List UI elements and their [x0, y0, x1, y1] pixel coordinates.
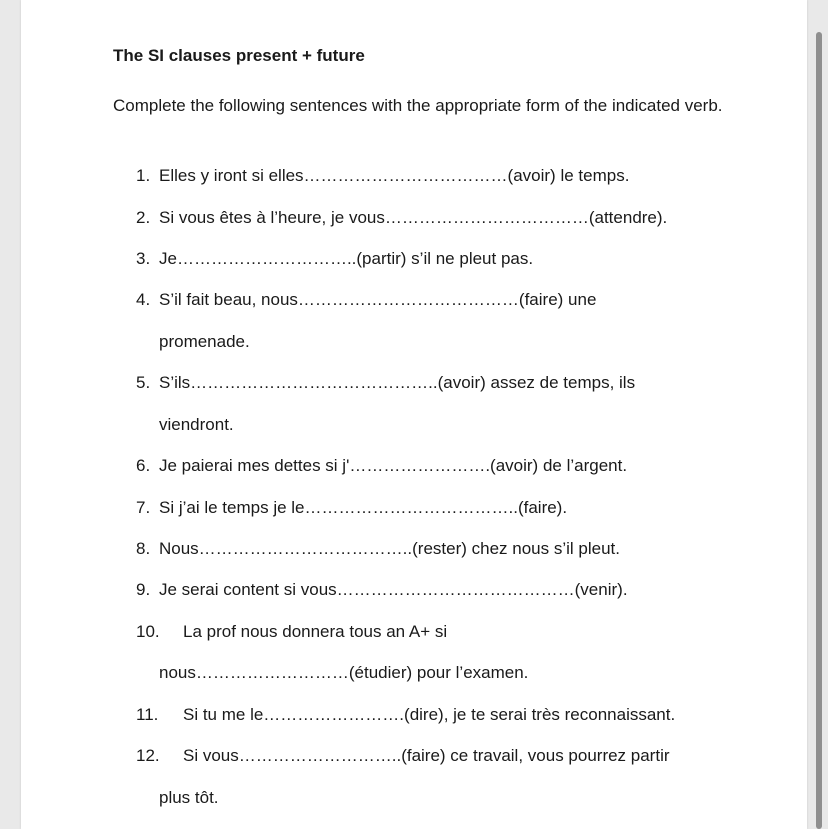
item-number: 10.: [136, 622, 160, 641]
item-number: 3.: [136, 249, 151, 268]
sentence-line: Je serai content si vous……………………………………(venir).: [159, 580, 628, 599]
sentence-line: La prof nous donnera tous an A+ si: [183, 622, 448, 641]
sentence-line: Si j’ai le temps je le………………………………..(faire).: [159, 498, 568, 517]
sentence-line: Si vous êtes à l’heure, je vous………………………………(attendre).: [159, 208, 668, 227]
sentence-line: S’il fait beau, nous…………………………………(faire) une: [159, 290, 597, 309]
sentence-line: Elles y iront si elles………………………………(avoir) le temps.: [159, 166, 630, 185]
sentence-line: promenade.: [159, 332, 250, 351]
item-number: 12.: [136, 746, 160, 765]
instructions-text: Complete the following sentences with the appropriate form of the indicated verb.: [113, 96, 723, 115]
item-number: 5.: [136, 373, 151, 392]
item-number: 11.: [136, 705, 159, 724]
item-number: 7.: [136, 498, 151, 517]
sentence-line: Je paierai mes dettes si j'…………………….(avoir) de l’argent.: [159, 456, 628, 475]
item-number: 2.: [136, 208, 151, 227]
sentence-line: viendront.: [159, 415, 234, 434]
sentence-line: Si tu me le…………………….(dire), je te serai très reconnaissant.: [183, 705, 676, 724]
vertical-scrollbar[interactable]: [816, 32, 822, 829]
item-number: 8.: [136, 539, 151, 558]
item-number: 6.: [136, 456, 151, 475]
sentence-line: Nous………………………………..(rester) chez nous s’il pleut.: [159, 539, 620, 558]
sentence-line: S’ils……………………………………..(avoir) assez de temps, ils: [159, 373, 636, 392]
document-title: The SI clauses present + future: [113, 46, 365, 65]
sentence-line: plus tôt.: [159, 788, 219, 807]
sentence-line: nous………………………(étudier) pour l’examen.: [159, 663, 529, 682]
item-number: 1.: [136, 166, 151, 185]
sentence-line: Je…………………………..(partir) s’il ne pleut pas.: [159, 249, 534, 268]
item-number: 4.: [136, 290, 151, 309]
item-number: 9.: [136, 580, 151, 599]
sentence-line: Si vous………………………..(faire) ce travail, vous pourrez partir: [183, 746, 670, 765]
